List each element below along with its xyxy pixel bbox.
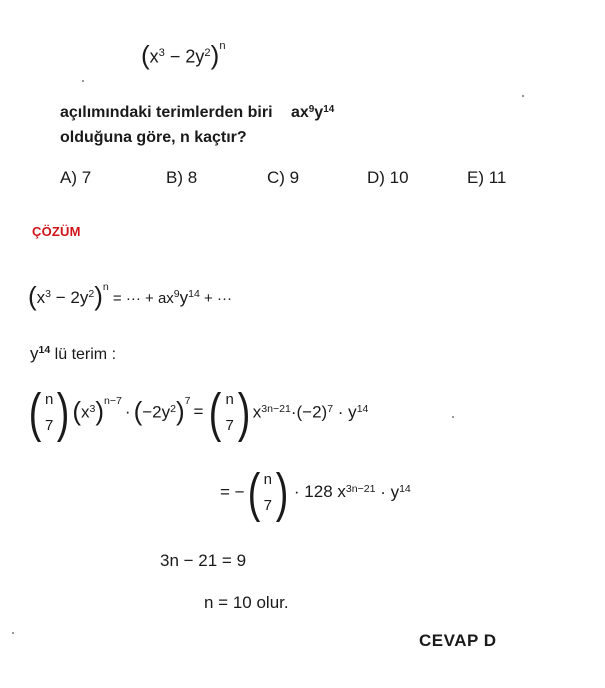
solution-equation: 3n − 21 = 9 <box>160 551 247 570</box>
solution-heading: ÇÖZÜM <box>32 224 81 239</box>
binomial-coefficient: ( n 7 ) <box>28 383 70 443</box>
solution-expansion: $(x^3 - 2y^2)^n$ = ··· + $ax^9y^{14}$ + ··· <box>28 281 232 311</box>
option-b: B) 8 <box>166 168 198 187</box>
answer-label: CEVAP D <box>419 631 497 650</box>
scan-speck <box>452 416 454 418</box>
question-expression: $(x^3 - 2y^2)^n$ <box>141 39 226 70</box>
solution-simplified-term: = − ( n 7 ) · 128 $x^{3n-21} \cdot y^{14}$ <box>220 463 411 523</box>
option-a: A) 7 <box>60 168 92 187</box>
question-line-1: açılımındaki terimlerden biri $ax^9y^{14}$ <box>60 103 335 121</box>
solution-y14-term-label: $y^{14}$ lü terim : <box>30 344 117 363</box>
solution-result: n = 10 olur. <box>204 593 289 612</box>
scan-speck <box>522 95 524 97</box>
question-term: $ax^9y^{14}$ <box>290 103 335 121</box>
solution-general-term: ( n 7 ) $(x^3)^{n-7}\cdot (-2y^2)^7=$ ( n 7 ) $x^{3n-21}\cdot(-2)^7 \cdot y^{14}$ <box>26 386 368 440</box>
option-e: E) 11 <box>467 168 507 187</box>
binomial-coefficient-2: ( n 7 ) <box>209 383 251 443</box>
binomial-coefficient-3: ( n 7 ) <box>247 463 289 523</box>
option-d: D) 10 <box>367 168 409 187</box>
option-c: C) 9 <box>267 168 300 187</box>
scan-speck <box>12 632 14 634</box>
scan-speck <box>82 80 84 82</box>
question-line-2: olduğuna göre, n kaçtır? <box>60 129 247 146</box>
